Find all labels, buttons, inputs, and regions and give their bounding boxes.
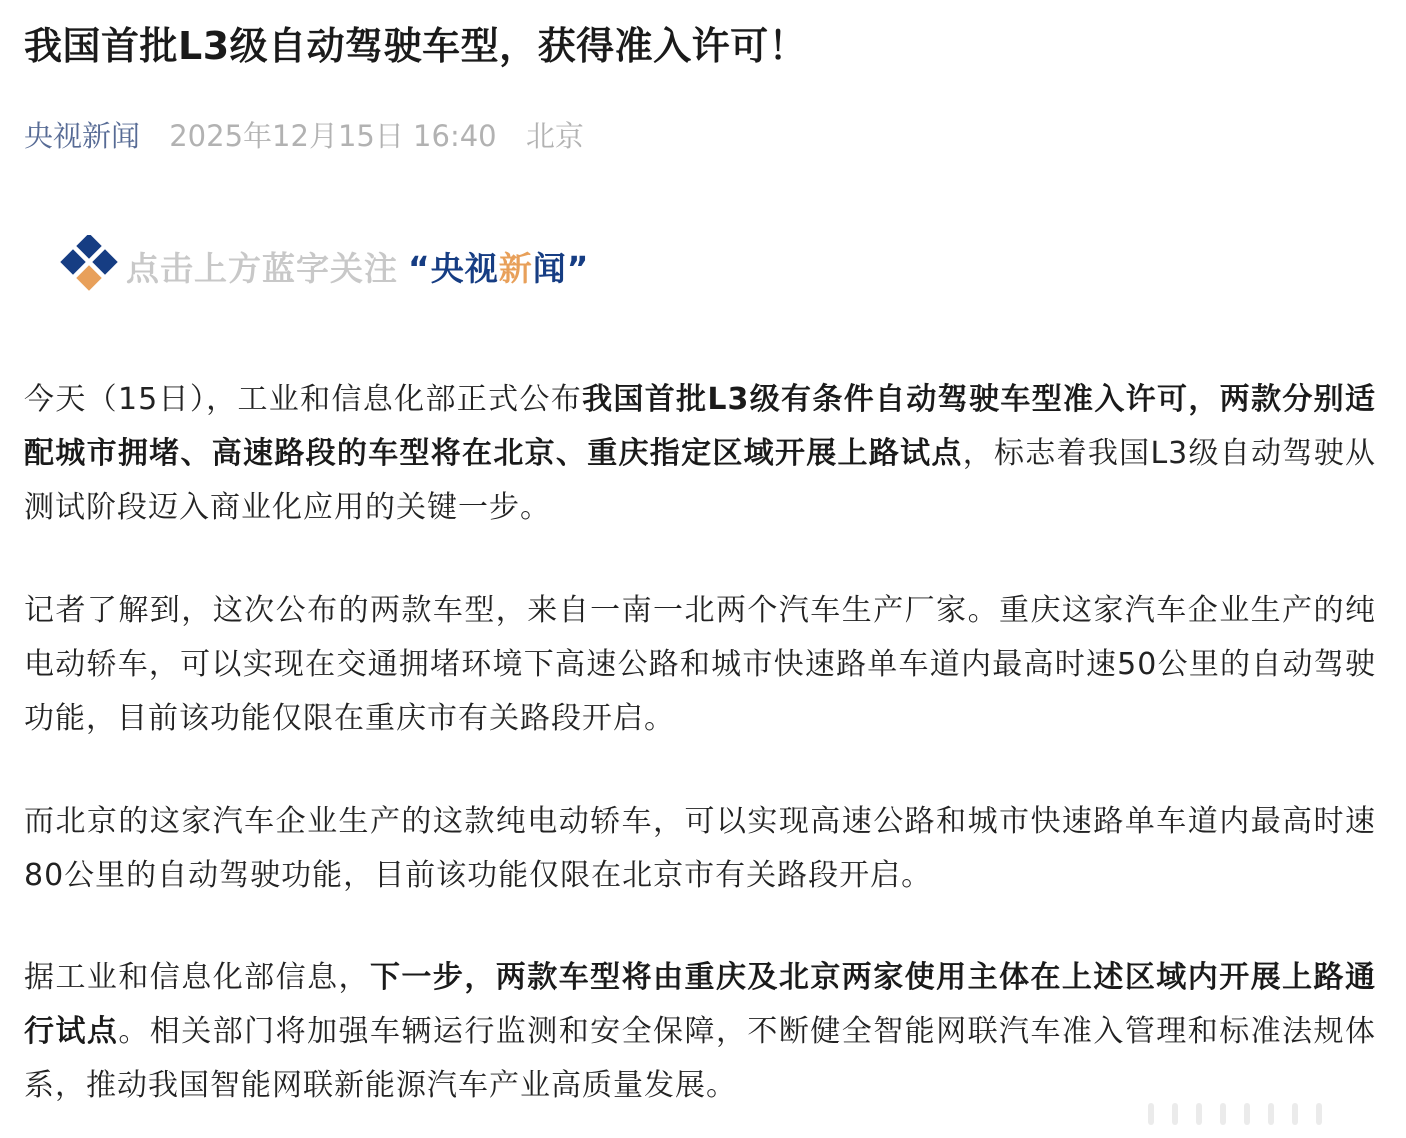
watermark-bar — [1268, 1103, 1274, 1125]
brand-close: 闻” — [532, 248, 590, 288]
source-link[interactable]: 央视新闻 — [24, 119, 141, 153]
follow-brand — [408, 243, 589, 290]
paragraph-1-lead: 今天（15日），工业和信息化部正式公布 — [24, 382, 583, 417]
brand-open: “央视 — [408, 248, 499, 288]
watermark-bar — [1172, 1103, 1178, 1125]
watermark — [1148, 1102, 1388, 1126]
article — [24, 0, 1377, 1103]
paragraph-4-bold: 下一步，两款车型将由重庆及北京两家使用主体在上述区域内开展上路通行试点 — [24, 960, 1377, 1049]
watermark-bar — [1196, 1103, 1202, 1125]
paragraph-1 — [24, 373, 1376, 535]
paragraph-4-tail: 。相关部门将加强车辆运行监测和安全保障，不断健全智能网联汽车准入管理和标准法规体系，推动我国智能网联新能源汽车产业高质量发展。 — [24, 1014, 1377, 1103]
watermark-bar — [1244, 1103, 1250, 1125]
article-title: 我国首批L3级自动驾驶车型，获得准入许可！ — [24, 24, 808, 68]
paragraph-2: 记者了解到，这次公布的两款车型，来自一南一北两个汽车生产厂家。重庆这家汽车企业生产的纯电动轿车，可以实现在交通拥堵环境下高速公路和城市快速路单车道内最高时速50公里的自动驾驶功能，目前该功能仅限在重庆市有关路段开启。 — [24, 593, 1376, 736]
paragraph-4 — [24, 951, 1376, 1113]
article-meta — [24, 116, 1376, 156]
follow-banner[interactable] — [58, 236, 589, 296]
paragraph-1-tail: ，标志着我国L3级自动驾驶从测试阶段迈入商业化应用的关键一步。 — [24, 436, 1377, 525]
cctv-diamond-logo-icon — [58, 235, 120, 297]
watermark-bar — [1220, 1103, 1226, 1125]
follow-prompt: 点击上方蓝字关注 — [126, 248, 398, 288]
paragraph-1-bold: 我国首批L3级有条件自动驾驶车型准入许可，两款分别适配城市拥堵、高速路段的车型将在北京、重庆指定区域开展上路试点 — [24, 382, 1376, 471]
publish-location: 北京 — [525, 119, 584, 153]
watermark-bar — [1316, 1103, 1322, 1125]
watermark-bar — [1292, 1103, 1298, 1125]
watermark-bar — [1148, 1103, 1154, 1125]
paragraph-3: 而北京的这家汽车企业生产的这款纯电动轿车，可以实现高速公路和城市快速路单车道内最高时速80公里的自动驾驶功能，目前该功能仅限在北京市有关路段开启。 — [24, 804, 1376, 893]
paragraph-4-lead: 据工业和信息化部信息， — [24, 960, 370, 995]
brand-accent: 新 — [498, 248, 533, 288]
publish-datetime: 2025年12月15日 16:40 — [169, 119, 497, 153]
